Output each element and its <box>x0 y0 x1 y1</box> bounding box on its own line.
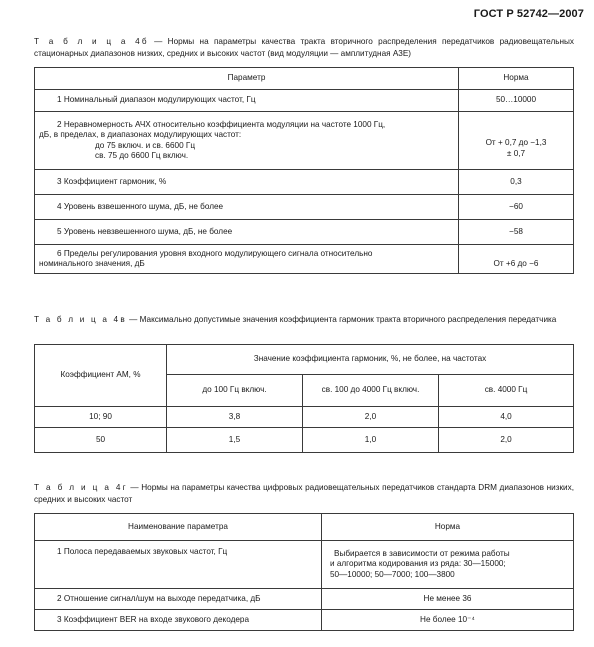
table-cell: 1 Полоса передаваемых звуковых частот, Гц <box>35 541 322 589</box>
table-4g-header-param: Наименование параметра <box>35 514 322 541</box>
table-cell <box>35 245 459 274</box>
table-cell: 4 Уровень взвешенного шума, дБ, не более <box>35 195 459 220</box>
table-row <box>35 112 574 170</box>
table-4b <box>34 67 574 274</box>
table-row <box>35 541 574 589</box>
table-row <box>35 90 574 112</box>
table-cell: 50…10000 <box>459 90 574 112</box>
table-cell <box>35 112 459 170</box>
table-row <box>35 428 574 453</box>
table-cell <box>459 112 574 170</box>
table-row <box>35 220 574 245</box>
cell-line: 2 Неравномерность АЧХ относительно коэффициента модуляции на частоте 1000 Гц, <box>57 120 386 129</box>
table-row <box>35 170 574 195</box>
table-4g <box>34 513 574 631</box>
table-cell: 2,0 <box>439 428 574 453</box>
cell-line: 50—10000; 50—7000; 100—3800 <box>330 569 455 579</box>
table-cell: 3,8 <box>167 407 303 428</box>
table-4v-subheader: св. 4000 Гц <box>439 375 574 407</box>
table-cell: −60 <box>459 195 574 220</box>
table-cell: 5 Уровень невзвешенного шума, дБ, не более <box>35 220 459 245</box>
table-4b-caption-text: — Нормы на параметры качества тракта вторичного распределения передатчиков радиовещательных стационарных диапазонов низких, средних и высоких частот (вид модуляции — амплитудная A3E) <box>34 37 574 58</box>
table-cell: 1,5 <box>167 428 303 453</box>
table-cell: Не менее 36 <box>322 589 574 610</box>
table-row <box>35 589 574 610</box>
table-row <box>35 195 574 220</box>
table-4g-caption <box>34 482 574 506</box>
cell-line: 6 Пределы регулирования уровня входного модулирующего сигнала относительно <box>57 248 373 258</box>
cell-line: Выбирается в зависимости от режима работы <box>334 549 510 559</box>
table-cell: 1 Номинальный диапазон модулирующих частот, Гц <box>35 90 459 112</box>
table-cell: От +6 до −6 <box>459 245 574 274</box>
table-cell: 3 Коэффициент BER на входе звукового декодера <box>35 610 322 631</box>
table-row <box>35 610 574 631</box>
table-4v-caption-text: — Максимально допустимые значения коэффициента гармоник тракта вторичного распределения передатчика <box>126 315 557 324</box>
table-4v <box>34 344 574 453</box>
table-cell: 1,0 <box>303 428 439 453</box>
table-4v-caption <box>34 314 574 326</box>
table-cell: 2 Отношение сигнал/шум на выходе передатчика, дБ <box>35 589 322 610</box>
table-row <box>35 245 574 274</box>
table-4v-header-group: Значение коэффициента гармоник, %, не более, на частотах <box>167 345 574 375</box>
table-cell: 10; 90 <box>35 407 167 428</box>
standard-number: ГОСТ Р 52742—2007 <box>473 8 584 20</box>
cell-line: до 75 включ. и св. 6600 Гц <box>95 140 196 150</box>
table-4v-subheader: св. 100 до 4000 Гц включ. <box>303 375 439 407</box>
table-4g-caption-text: — Нормы на параметры качества цифровых радиовещательных передатчиков стандарта DRM диапазонов низких, средних и высоких частот <box>34 483 574 504</box>
table-cell: 2,0 <box>303 407 439 428</box>
table-4g-header-norm: Норма <box>322 514 574 541</box>
table-cell <box>322 541 574 589</box>
table-cell: 50 <box>35 428 167 453</box>
table-4b-header-norm: Норма <box>459 68 574 90</box>
table-row <box>35 407 574 428</box>
table-cell: Не более 10⁻⁴ <box>322 610 574 631</box>
table-4g-label: Т а б л и ц а 4г <box>34 483 128 492</box>
table-4v-subheader: до 100 Гц включ. <box>167 375 303 407</box>
table-cell: 3 Коэффициент гармоник, % <box>35 170 459 195</box>
table-4b-label: Т а б л и ц а 4б <box>34 37 149 46</box>
cell-line: ± 0,7 <box>506 148 526 158</box>
cell-line: номинального значения, дБ <box>39 259 145 268</box>
table-cell: −58 <box>459 220 574 245</box>
table-4v-header-am: Коэффициент АМ, % <box>35 345 167 407</box>
cell-line: От + 0,7 до −1,3 <box>485 138 547 148</box>
cell-line: и алгоритма кодирования из ряда: 30—15000; <box>330 559 506 569</box>
table-4b-caption <box>34 36 574 60</box>
table-cell: 0,3 <box>459 170 574 195</box>
cell-line: дБ, в пределах, в диапазонах модулирующих частот: <box>39 130 242 140</box>
cell-line: св. 75 до 6600 Гц включ. <box>95 150 189 160</box>
table-cell: 4,0 <box>439 407 574 428</box>
table-4v-label: Т а б л и ц а 4в <box>34 315 127 324</box>
table-4b-header-param: Параметр <box>35 68 459 90</box>
